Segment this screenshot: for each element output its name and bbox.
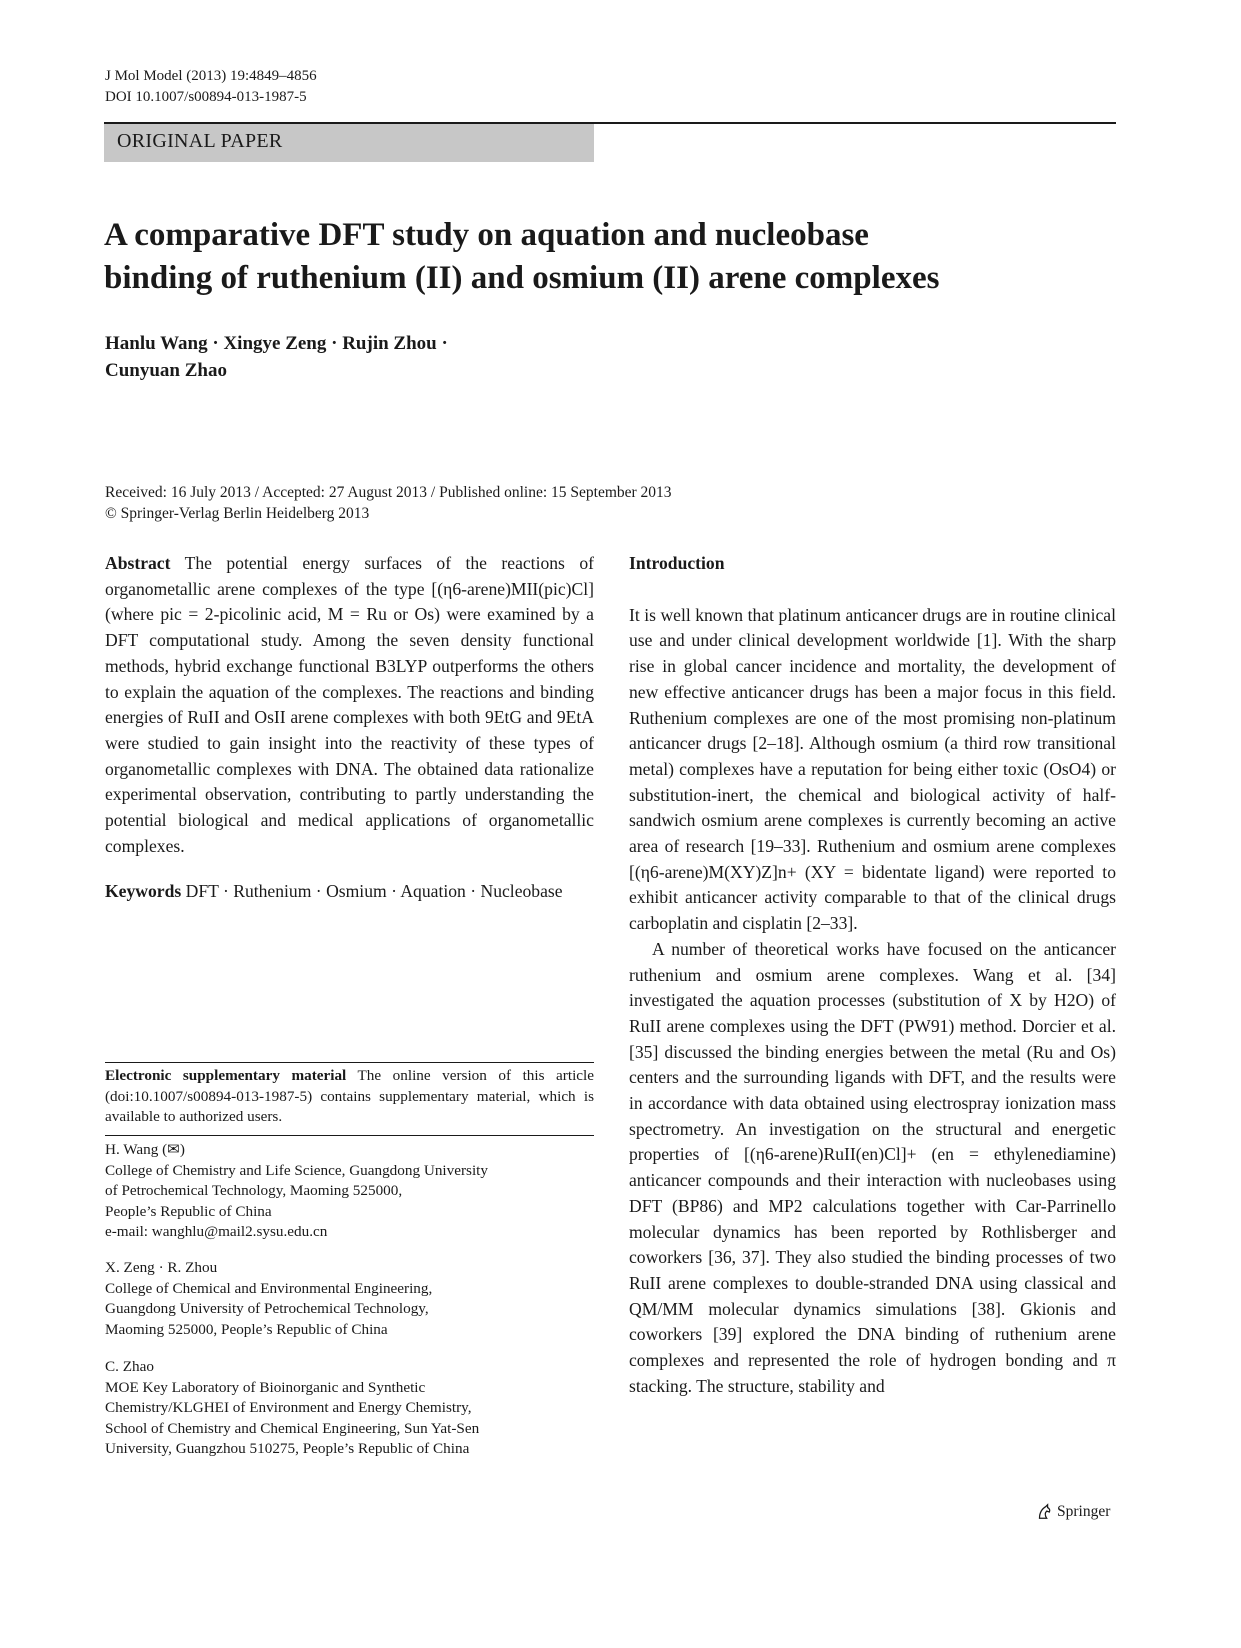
affiliation-name: X. Zeng · R. Zhou <box>105 1259 218 1276</box>
introduction-heading: Introduction <box>629 553 725 573</box>
affiliation-line: Maoming 525000, People’s Republic of China <box>105 1320 388 1338</box>
doi-line: DOI 10.1007/s00894-013-1987-5 <box>105 89 307 105</box>
author-list <box>105 330 448 384</box>
title-line-2: binding of ruthenium (II) and osmium (II) arene complexes <box>104 260 940 296</box>
affiliation-line: School of Chemistry and Chemical Engineering, Sun Yat-Sen <box>105 1419 480 1437</box>
affiliation-email[interactable]: e-mail: wanghlu@mail2.sysu.edu.cn <box>105 1223 328 1240</box>
affiliation-line: People’s Republic of China <box>105 1202 272 1220</box>
introduction-paragraph-2: A number of theoretical works have focused on the anticancer ruthenium and osmium arene complexes. Wang et al. [34] investigated the aquation processes (substitution of X by H2O) of RuII arene complexes using the DFT (PW91) method. Dorcier et al. [35] discussed the binding energies between the metal (Ru and Os) centers and the surrounding ligands with DFT, and the results were in accordance with data obtained using electrospray ionization mass spectrometry. An investigation on the structural and energetic properties of [(η6-arene)RuII(en)Cl]+ (en = ethylenediamine) anticancer compounds and their interaction with nucleobases using DFT (BP86) and MP2 calculations together with Car-Parrinello molecular dynamics has been reported by Rothlisberger and coworkers [36, 37]. They also studied the binding processes of two RuII arene complexes to double-stranded DNA using classical and QM/MM molecular dynamics simulations [38]. Gkionis and coworkers [39] explored the DNA binding of ruthenium arene complexes and represented the role of hydrogen bonding and π stacking. The structure, stability and <box>629 938 1116 1396</box>
journal-citation <box>105 66 317 108</box>
authors-line-2: Cunyuan Zhao <box>105 360 227 381</box>
affiliation-line: of Petrochemical Technology, Maoming 525000, <box>105 1182 403 1199</box>
keywords <box>105 879 594 905</box>
affiliation-name: H. Wang (✉) <box>105 1141 185 1158</box>
affiliation-name: C. Zhao <box>105 1358 154 1375</box>
springer-horse-icon <box>1035 1503 1053 1521</box>
supplementary-label: Electronic supplementary material <box>105 1067 347 1084</box>
affiliation-1 <box>105 1140 594 1243</box>
introduction-paragraph-1: It is well known that platinum anticancer drugs are in routine clinical use and under clinical development worldwide [1]. With the sharp rise in global cancer incidence and mortality, the development of new effective anticancer drugs has been a major focus in this field. Ruthenium complexes are one of the most promising non-platinum anticancer drugs [2–18]. Although osmium (a third row transitional metal) complexes have a reputation for being either toxic (OsO4) or substitution-inert, the chemical and biological activity of half-sandwich osmium arene complexes is currently becoming an active area of research [19–33]. Ruthenium and osmium arene complexes [(η6-arene)M(XY)Z]n+ (XY = bidentate ligand) were reported to exhibit anticancer activity comparable to that of the clinical drugs carboplatin and cisplatin [2–33]. <box>629 604 1116 934</box>
received-line: Received: 16 July 2013 / Accepted: 27 August 2013 / Published online: 15 September 2013 <box>105 484 672 501</box>
affiliation-line: Chemistry/KLGHEI of Environment and Energy Chemistry, <box>105 1399 472 1416</box>
supplementary-rule <box>105 1062 594 1063</box>
affiliation-3 <box>105 1357 594 1460</box>
affiliation-line: Guangdong University of Petrochemical Technology, <box>105 1300 429 1317</box>
left-column <box>105 551 594 905</box>
title-line-1: A comparative DFT study on aquation and nucleobase <box>104 217 869 253</box>
copyright-line: © Springer-Verlag Berlin Heidelberg 2013 <box>105 505 370 522</box>
supplementary-note <box>105 1066 594 1128</box>
affiliation-line: University, Guangzhou 510275, People’s Republic of China <box>105 1440 470 1457</box>
publisher-name: Springer <box>1057 1503 1111 1520</box>
right-column <box>629 551 1116 1400</box>
affiliation-rule <box>105 1135 594 1136</box>
affiliation-line: MOE Key Laboratory of Bioinorganic and Synthetic <box>105 1378 426 1396</box>
publisher-mark <box>1035 1503 1110 1521</box>
supplementary-text: The online version of this article (doi:10.1007/s00894-013-1987-5) contains supplementary material, which is available to authorized users. <box>105 1067 594 1125</box>
abstract-text: The potential energy surfaces of the reactions of organometallic arene complexes of the type [(η6-arene)MII(pic)Cl] (where pic = 2-picolinic acid, M = Ru or Os) were examined by a DFT computational study. Among the seven density functional methods, hybrid exchange functional B3LYP outperforms the others to explain the aquation of the complexes. The reactions and binding energies of RuII and OsII arene complexes with both 9EtG and 9EtA were studied to gain insight into the reactivity of these types of organometallic complexes with DNA. The obtained data rationalize experimental observation, contributing to partly understanding the potential biological and medical applications of organometallic complexes. <box>105 553 594 856</box>
journal-line: J Mol Model (2013) 19:4849–4856 <box>105 68 317 84</box>
abstract-label: Abstract <box>105 553 171 573</box>
keywords-label: Keywords <box>105 881 182 902</box>
affiliation-line: College of Chemistry and Life Science, Guangdong University <box>105 1161 488 1179</box>
affiliation-2 <box>105 1258 594 1340</box>
authors-line-1: Hanlu Wang · Xingye Zeng · Rujin Zhou · <box>105 333 448 354</box>
affiliation-line: College of Chemical and Environmental Engineering, <box>105 1279 433 1297</box>
keywords-text: DFT · Ruthenium · Osmium · Aquation · Nucleobase <box>185 881 563 902</box>
article-type-banner <box>104 124 594 162</box>
abstract <box>105 551 594 859</box>
paper-title <box>104 214 1114 300</box>
article-type-label: ORIGINAL PAPER <box>117 130 283 152</box>
publication-dates <box>105 482 672 524</box>
